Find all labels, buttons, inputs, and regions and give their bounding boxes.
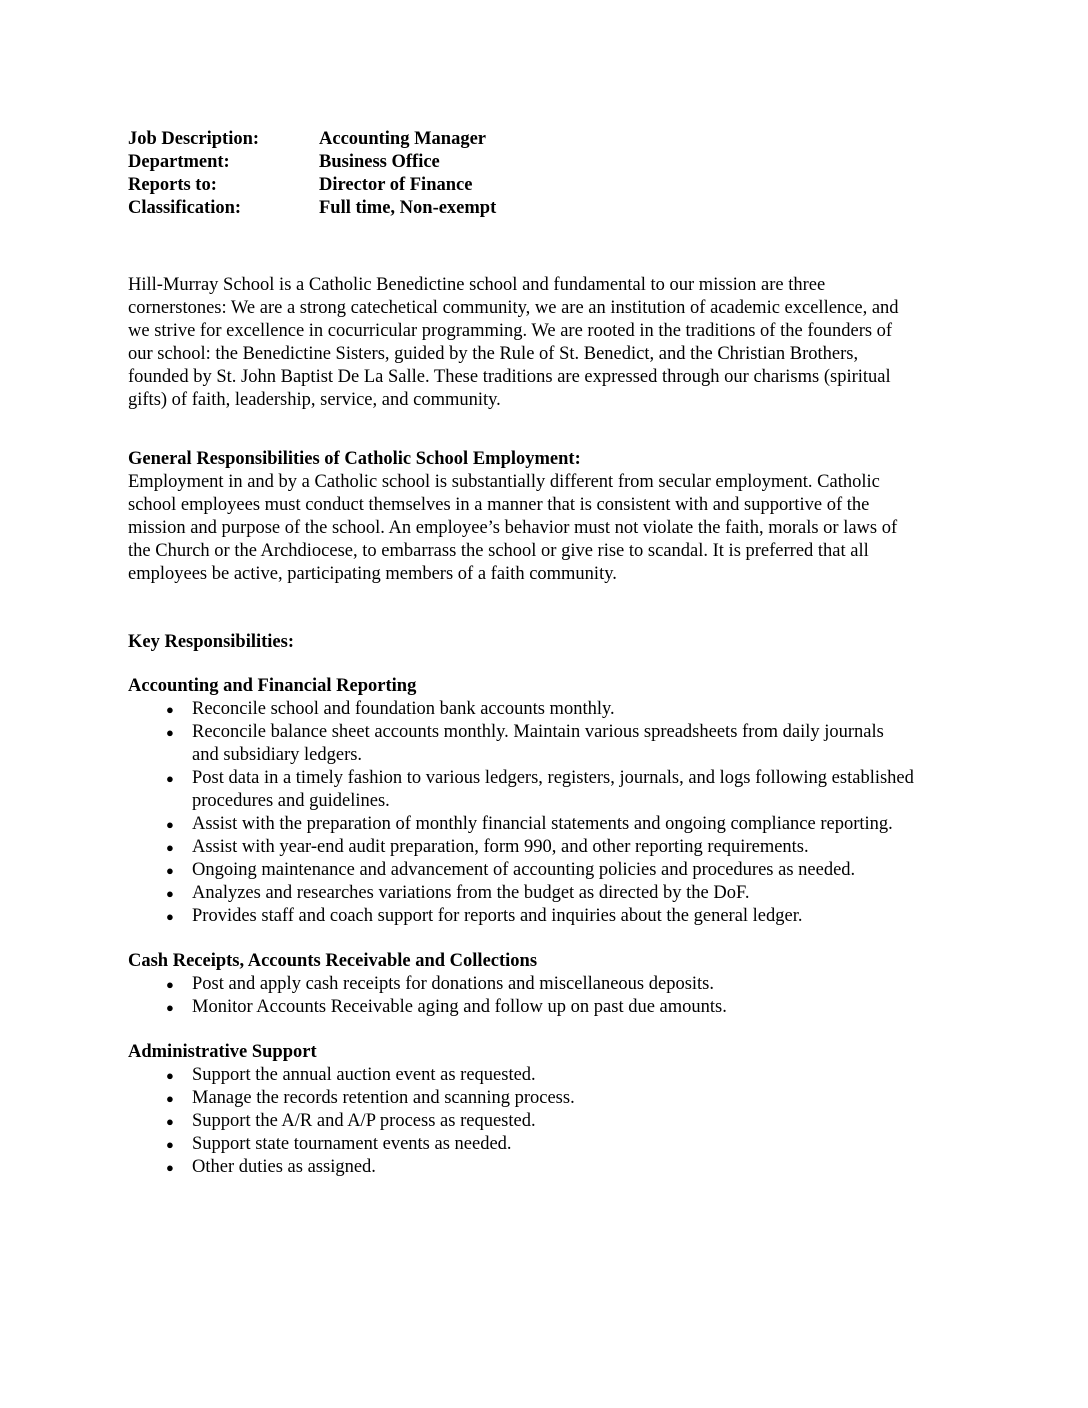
list-item-text: Manage the records retention and scanning process. (192, 1088, 575, 1108)
list-item (128, 698, 958, 721)
classification-label: Classification: (128, 198, 242, 218)
list-item-text: Assist with the preparation of monthly financial statements and ongoing compliance reporting. (192, 814, 893, 834)
list-item (128, 882, 958, 905)
text-line: school employees must conduct themselves in a manner that is consistent with and supportive of the (128, 495, 870, 515)
text-line: gifts) of faith, leadership, service, and community. (128, 390, 501, 410)
list-item-text: Reconcile balance sheet accounts monthly. Maintain various spreadsheets from daily journals (192, 722, 884, 742)
administrative-support-heading: Administrative Support (128, 1042, 317, 1062)
list-item (128, 1156, 958, 1179)
list-item (128, 996, 958, 1019)
department-row (128, 151, 496, 174)
bullet-icon: ● (166, 1068, 174, 1083)
accounting-and-financial-reporting-heading: Accounting and Financial Reporting (128, 676, 417, 696)
bullet-icon: ● (166, 702, 174, 717)
list-item-text: Post data in a timely fashion to various ledgers, registers, journals, and logs following established (192, 768, 914, 788)
list-item (128, 767, 958, 813)
bullet-icon: ● (166, 977, 174, 992)
list-item (128, 1064, 958, 1087)
department-label: Department: (128, 152, 230, 172)
bullet-icon: ● (166, 817, 174, 832)
list-item (128, 836, 958, 859)
general-responsibilities-paragraph (128, 471, 958, 586)
bullet-icon: ● (166, 909, 174, 924)
text-line: founded by St. John Baptist De La Salle. These traditions are expressed through our charisms (spiritual (128, 367, 891, 387)
list-item-text: Support the annual auction event as requested. (192, 1065, 536, 1085)
key-responsibilities-heading: Key Responsibilities: (128, 632, 294, 652)
job-description-row (128, 128, 496, 151)
list-item-text: Post and apply cash receipts for donations and miscellaneous deposits. (192, 974, 715, 994)
list-item-text: Support the A/R and A/P process as requested. (192, 1111, 536, 1131)
list-item-text: and subsidiary ledgers. (192, 745, 363, 765)
job-description-value: Accounting Manager (319, 129, 486, 149)
cash-receipts-accounts-receivable-and-collections-list (128, 973, 958, 1019)
list-item-text: Other duties as assigned. (192, 1157, 376, 1177)
bullet-icon: ● (166, 840, 174, 855)
list-item (128, 1110, 958, 1133)
responsibility-sections (128, 675, 958, 1179)
list-item (128, 905, 958, 928)
cash-receipts-accounts-receivable-and-collections-heading: Cash Receipts, Accounts Receivable and Collections (128, 951, 538, 971)
administrative-support-list (128, 1064, 958, 1179)
list-item-text: procedures and guidelines. (192, 791, 390, 811)
classification-value: Full time, Non-exempt (319, 198, 497, 218)
list-item-text: Assist with year-end audit preparation, form 990, and other reporting requirements. (192, 837, 809, 857)
job-description-label: Job Description: (128, 129, 260, 149)
bullet-icon: ● (166, 1137, 174, 1152)
list-item (128, 721, 958, 767)
text-line: Hill-Murray School is a Catholic Benedictine school and fundamental to our mission are three (128, 275, 826, 295)
list-item-text: Analyzes and researches variations from the budget as directed by the DoF. (192, 883, 750, 903)
text-line: we strive for excellence in cocurricular programming. We are rooted in the traditions of the founders of (128, 321, 893, 341)
classification-row (128, 197, 496, 220)
text-line: employees be active, participating members of a faith community. (128, 564, 617, 584)
list-item (128, 859, 958, 882)
bullet-icon: ● (166, 886, 174, 901)
list-item (128, 1133, 958, 1156)
list-item-text: Support state tournament events as needed. (192, 1134, 512, 1154)
list-item (128, 973, 958, 996)
bullet-icon: ● (166, 863, 174, 878)
text-line: cornerstones: We are a strong catechetical community, we are an institution of academic excellence, and (128, 298, 899, 318)
bullet-icon: ● (166, 771, 174, 786)
bullet-icon: ● (166, 1091, 174, 1106)
reports-to-value: Director of Finance (319, 175, 473, 195)
job-summary-table (128, 128, 496, 220)
text-line: Employment in and by a Catholic school is substantially different from secular employment. Catholic (128, 472, 880, 492)
accounting-and-financial-reporting-list (128, 698, 958, 928)
mission-paragraph (128, 274, 958, 412)
reports-to-label: Reports to: (128, 175, 217, 195)
text-line: the Church or the Archdiocese, to embarrass the school or give rise to scandal. It is preferred that all (128, 541, 869, 561)
list-item-text: Monitor Accounts Receivable aging and follow up on past due amounts. (192, 997, 727, 1017)
document-page (128, 128, 958, 1179)
department-value: Business Office (319, 152, 440, 172)
bullet-icon: ● (166, 1160, 174, 1175)
general-responsibilities-heading: General Responsibilities of Catholic School Employment: (128, 449, 581, 469)
list-item (128, 813, 958, 836)
text-line: our school: the Benedictine Sisters, guided by the Rule of St. Benedict, and the Christian Brothers, (128, 344, 859, 364)
text-line: mission and purpose of the school. An employee’s behavior must not violate the faith, morals or laws of (128, 518, 898, 538)
list-item-text: Provides staff and coach support for reports and inquiries about the general ledger. (192, 906, 803, 926)
list-item (128, 1087, 958, 1110)
bullet-icon: ● (166, 725, 174, 740)
bullet-icon: ● (166, 1114, 174, 1129)
bullet-icon: ● (166, 1000, 174, 1015)
list-item-text: Ongoing maintenance and advancement of accounting policies and procedures as needed. (192, 860, 856, 880)
list-item-text: Reconcile school and foundation bank accounts monthly. (192, 699, 615, 719)
reports-to-row (128, 174, 496, 197)
